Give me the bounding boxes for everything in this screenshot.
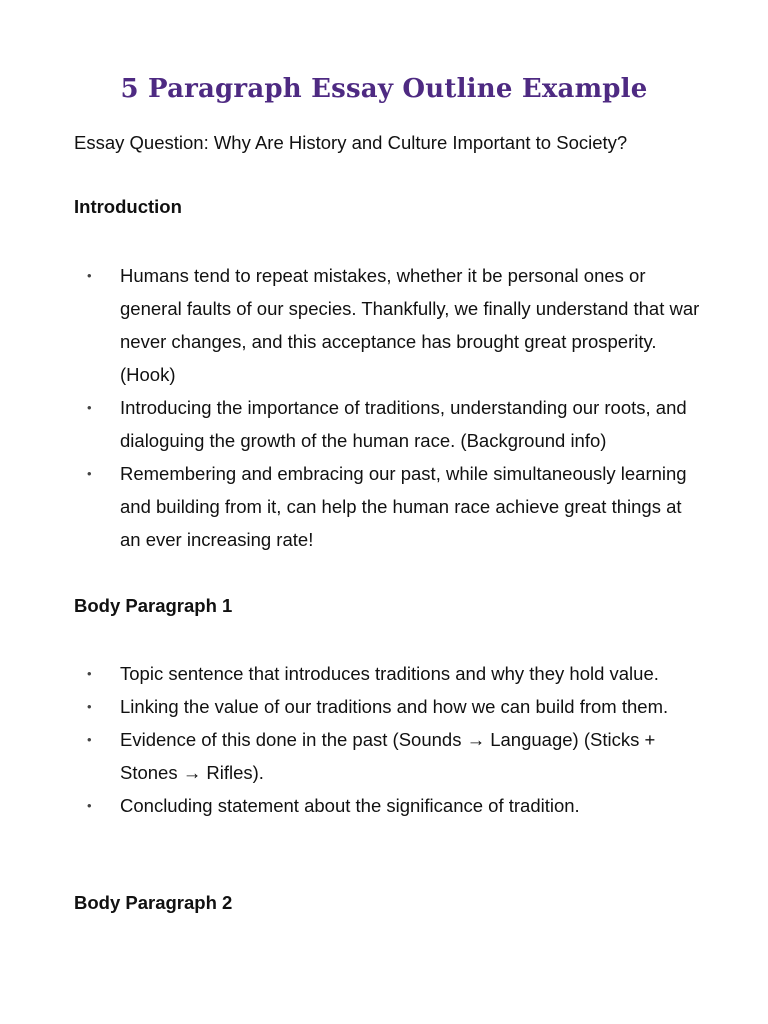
bullet-icon: •	[87, 798, 92, 813]
list-item	[0, 690, 700, 723]
section-heading-introduction: Introduction	[74, 196, 182, 217]
bullet-text: Humans tend to repeat mistakes, whether it be personal ones or general faults of our species. Thankfully, we finally understand that war never changes, and this acceptance has brought great prosperity. (Hook)	[120, 265, 700, 385]
bullet-text: Concluding statement about the significance of tradition.	[120, 795, 580, 816]
section-heading-body-paragraph-2: Body Paragraph 2	[74, 892, 233, 913]
section-heading-body-paragraph-1: Body Paragraph 1	[74, 595, 233, 616]
bullet-text: Remembering and embracing our past, while simultaneously learning and building from it, can help the human race achieve great things at an ever increasing rate!	[120, 463, 687, 550]
list-item	[0, 391, 700, 457]
document-title: 5 Paragraph Essay Outline Example	[120, 74, 648, 104]
bullet-text: Introducing the importance of traditions, understanding our roots, and dialoguing the growth of the human race. (Background info)	[120, 397, 687, 451]
bullet-icon: •	[87, 666, 92, 681]
bullet-text: Evidence of this done in the past (Sounds → Language) (Sticks + Stones → Rifles).	[120, 729, 656, 783]
body-paragraph-1-bullet-list	[0, 657, 768, 822]
bullet-icon: •	[87, 466, 92, 481]
essay-question: Essay Question: Why Are History and Culture Important to Society?	[74, 132, 628, 153]
bullet-text: Linking the value of our traditions and how we can build from them.	[120, 696, 669, 717]
list-item	[0, 789, 700, 822]
list-item	[0, 723, 700, 789]
bullet-icon: •	[87, 400, 92, 415]
list-item	[0, 259, 700, 391]
list-item	[0, 657, 700, 690]
bullet-icon: •	[87, 732, 92, 747]
introduction-bullet-list	[0, 259, 768, 556]
bullet-icon: •	[87, 268, 92, 283]
list-item	[0, 457, 700, 556]
bullet-text: Topic sentence that introduces traditions and why they hold value.	[120, 663, 659, 684]
bullet-icon: •	[87, 699, 92, 714]
